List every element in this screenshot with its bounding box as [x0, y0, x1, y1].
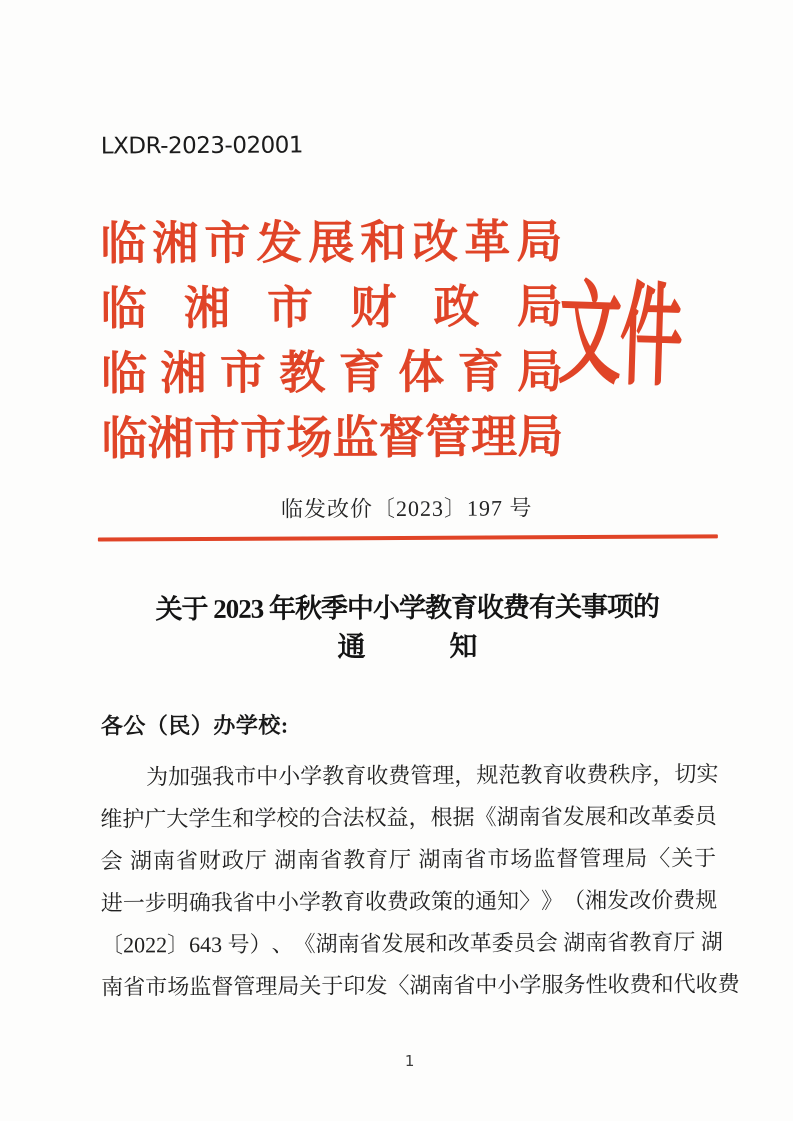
- salutation: 各公（民）办学校:: [100, 712, 289, 739]
- agency-name-line-3: 临 湘 市 教 育 体 育 局: [100, 346, 564, 400]
- document-title: [99, 586, 715, 669]
- file-code: LXDR-2023-02001: [100, 132, 304, 160]
- agency-name-line-4: 临 湘 市 市 场 监 督 管 理 局: [101, 411, 564, 465]
- reference-number: 临发改价〔2023〕197 号: [280, 495, 533, 522]
- red-divider-line: [98, 534, 718, 541]
- body-line: 进 一 步 明 确 我 省 中 小 学 教 育 收 费 政 策 的 通 知 〉 》 （ 湘 发 改 价 费 规: [100, 887, 718, 916]
- body-line: 南 省 市 场 监 督 管 理 局 关 于 印 发 〈 湖 南 省 中 小 学 服 务 性 收 费 和 代 收 费: [101, 971, 740, 1000]
- doc-type-label: 文件: [556, 273, 683, 401]
- body-line: 〔 2022 〕 643 号 ） 、 《 湖 南 省 发 展 和 改 革 委 员 会 湖 南 省 教 育 厅 湖: [100, 929, 723, 958]
- page-number: 1: [404, 1051, 415, 1070]
- body-line: 为 加 强 我 市 中 小 学 教 育 收 费 管 理 ， 规 范 教 育 收 费 秩 序 ， 切 实: [146, 761, 719, 790]
- body-paragraph: [100, 753, 740, 1008]
- body-line: 会 湖 南 省 财 政 厅 湖 南 省 教 育 厅 湖 南 省 市 场 监 督 管 理 局 〈 关 于: [100, 845, 717, 874]
- document-title-line-1: 关于 2023 年秋季中小学教育收费有关事项的: [155, 591, 660, 625]
- agency-name-line-1: 临 湘 市 发 展 和 改 革 局: [100, 216, 563, 270]
- letterhead: [100, 212, 563, 474]
- agency-name-line-2: 临 湘 市 财 政 局: [100, 281, 563, 335]
- document-title-line-2: 通 知: [337, 631, 478, 664]
- body-line: 维 护 广 大 学 生 和 学 校 的 合 法 权 益 ， 根 据 《 湖 南 省 发 展 和 改 革 委 员: [100, 803, 717, 832]
